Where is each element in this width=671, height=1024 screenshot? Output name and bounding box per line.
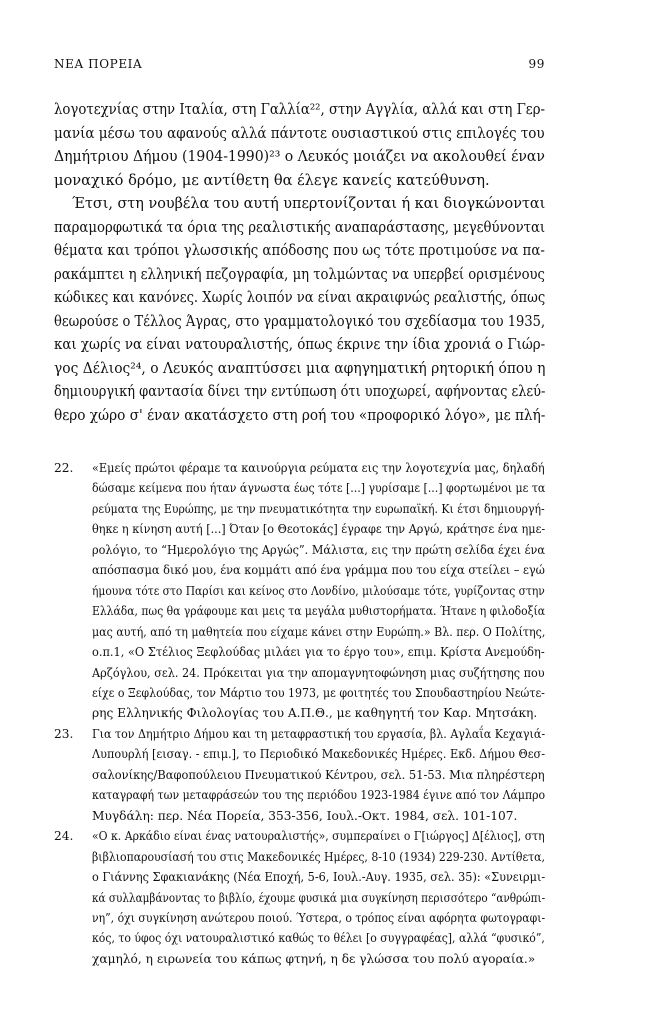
footnote-line: «Ο κ. Αρκάδιο είναι ένας νατουραλιστής», συμπεραίνει ο Γ[ιώργος] Δ[έλιος], στη	[92, 829, 545, 844]
footnote-line: ρης Ελληνικής Φιλολογίας του Α.Π.Θ., με καθηγητή τον Καρ. Μητσάκη.	[92, 706, 538, 721]
footnote-line: βιβλιοπαρουσίασή του στις Μακεδονικές Ημέρες, 8-10 (1934) 229-230. Αντίθετα,	[92, 849, 545, 864]
body-line: κώδικες και κανόνες. Χωρίς λοιπόν να είναι ακραιφνώς ρεαλιστής, όπως	[54, 289, 546, 306]
page-number: 99	[528, 57, 545, 71]
footnote-line: ρεύματα της Ευρώπης, με την πνευματικότητα την ευρωπαϊκή. Κι έτσι δημιουργή-	[92, 501, 545, 516]
footnote-line: νη”, όχι συγκίνηση ανώτερου ποιού. Ύστερα, ο τρόπος είναι αφόρητα φωτογραφι-	[92, 910, 546, 925]
body-line: θερο χώρο σ' έναν ακατάσχετο στη ροή του «προφορικό λόγο», με πλή-	[54, 406, 546, 424]
body-line: δημιουργική φαντασία δίνει την εντύπωση ότι υποχωρεί, αφήνοντας ελεύ-	[54, 383, 546, 400]
running-title: ΝΕΑ ΠΟΡΕΙΑ	[54, 57, 143, 71]
body-line: ρακάμπτει η ελληνική πεζογραφία, μη τολμώντας να υπερβεί ορισμένους	[54, 265, 545, 283]
body-line: λογοτεχνίας στην Ιταλία, στη Γαλλία²², στην Αγγλία, αλλά και στη Γερ-	[54, 101, 545, 118]
body-line: παραμορφωτικά τα όρια της ρεαλιστικής αναπαράστασης, μεγεθύνονται	[54, 218, 546, 236]
body-line: θεωρούσε ο Τέλλος Άγρας, στο γραμματολογικό του σχεδίασμα του 1935,	[54, 312, 546, 330]
footnote-line: Μυγδάλη: περ. Νέα Πορεία, 353-356, Ιουλ.-Οκτ. 1984, σελ. 101-107.	[92, 808, 518, 823]
footnote-line: ρολόγιο, το “Ημερολόγιο της Αργώς”. Μάλιστα, εις την πρώτη σελίδα έχει ένα	[92, 542, 545, 557]
body-line: μανία μέσω του αφανούς αλλά πάντοτε ουσιαστικού στις επιλογές του	[54, 124, 545, 142]
footnote-line: Αρζόγλου, σελ. 24. Πρόκειται για την απομαγνητοφώνηση μιας συζήτησης που	[92, 665, 545, 680]
footnote-line: κός, το ύφος όχι νατουραλιστικό καθώς το θέλει [ο συγγραφέας], αλλά “φυσικό”,	[92, 931, 545, 946]
footnote-line: ο Γιάννης Σφακιανάκης (Νέα Εποχή, 5-6, Ιουλ.-Αυγ. 1935, σελ. 35): «Συνειρμι-	[92, 870, 546, 885]
body-line: γος Δέλιος²⁴, ο Λευκός αναπτύσσει μια αφηγηματική ρητορική όπου η	[54, 359, 546, 377]
body-line: Δημήτριου Δήμου (1904-1990)²³ ο Λευκός μοιάζει να ακολουθεί έναν	[54, 148, 545, 165]
footnote-line: σαλονίκης/Βαφοπούλειου Πνευματικού Κέντρου, σελ. 51-53. Μια πληρέστερη	[92, 767, 545, 782]
footnote-number: 23.	[54, 726, 74, 741]
footnote-24	[54, 826, 545, 969]
footnote-line: χαμηλό, η ειρωνεία του κάπως φτηνή, η δε γλώσσα του πολύ αγοραία.»	[92, 951, 536, 966]
footnote-23	[54, 724, 545, 826]
footnotes	[54, 458, 545, 969]
body-line: Έτσι, στη νουβέλα του αυτή υπερτονίζονται ή και διογκώνονται	[72, 195, 546, 212]
body-line: μοναχικό δρόμο, με αντίθετη θα έλεγε κανείς κατεύθυνση.	[54, 171, 490, 189]
footnote-22	[54, 458, 545, 724]
main-text	[54, 98, 545, 427]
footnote-number: 22.	[54, 461, 74, 475]
footnote-line: κά συλλαμβάνοντας το βιβλίο, έχουμε φυσικά μια συγκίνηση περισσότερο “ανθρώπι-	[92, 890, 546, 905]
footnote-number: 24.	[54, 829, 74, 844]
footnote-line: Λυπουρλή [εισαγ. - επιμ.], το Περιοδικό Μακεδονικές Ημέρες. Εκδ. Δήμου Θεσ-	[92, 747, 546, 762]
footnote-line: ο.π.1, «Ο Στέλιος Ξεφλούδας μιλάει για το έργο του», επιμ. Κρίστα Ανεμούδη-	[92, 645, 545, 660]
footnote-line: θηκε η κίνηση αυτή [...] Όταν [ο Θεοτοκάς] έγραφε την Αργώ, κράτησε ένα ημε-	[92, 522, 546, 537]
footnote-line: είχε ο Ξεφλούδας, τον Μάρτιο του 1973, με φοιτητές του Σπουδαστηρίου Νεώτε-	[92, 685, 545, 700]
footnote-line: καταγραφή των μεταφράσεών του της περιόδου 1923-1984 έγινε από τον Λάμπρο	[92, 788, 546, 803]
footnote-line: Ελλάδα, πως θα γράφουμε και μεις τα μεγάλα μυθιστορήματα. Ήτανε η φιλοδοξία	[92, 604, 546, 619]
footnote-line: απόσπασμα δικό μου, ένα κομμάτι από ένα γράμμα που του είχα στείλει – εγώ	[92, 563, 545, 578]
footnote-line: «Εμείς πρώτοι φέραμε τα καινούργια ρεύματα εις την λογοτεχνία μας, δηλαδή	[92, 461, 545, 475]
running-header	[54, 57, 545, 71]
footnote-line: Για τον Δημήτριο Δήμου και τη μεταφραστική του εργασία, βλ. Αγλαΐα Κεχαγιά-	[92, 726, 546, 741]
footnote-line: ήμουνα τότε στο Παρίσι και κείνος στο Λονδίνο, μιλούσαμε τότε, γυρίζοντας στην	[92, 583, 545, 598]
body-line: και χωρίς να είναι νατουραλιστής, όπως έκρινε την ίδια χρονιά ο Γιώρ-	[54, 336, 546, 353]
footnote-line: δώσαμε κείμενα που ήταν άγνωστα έως τότε [...] γυρίσαμε [...] φορτωμένοι με τα	[92, 481, 546, 496]
body-line: θέματα και τρόποι γλωσσικής απόδοσης που ως τότε προτιμούσε να πα-	[54, 242, 545, 259]
footnote-line: μας αυτή, από τη μαθητεία που είχαμε κάνει στην Ευρώπη.» Βλ. περ. Ο Πολίτης,	[92, 624, 546, 639]
